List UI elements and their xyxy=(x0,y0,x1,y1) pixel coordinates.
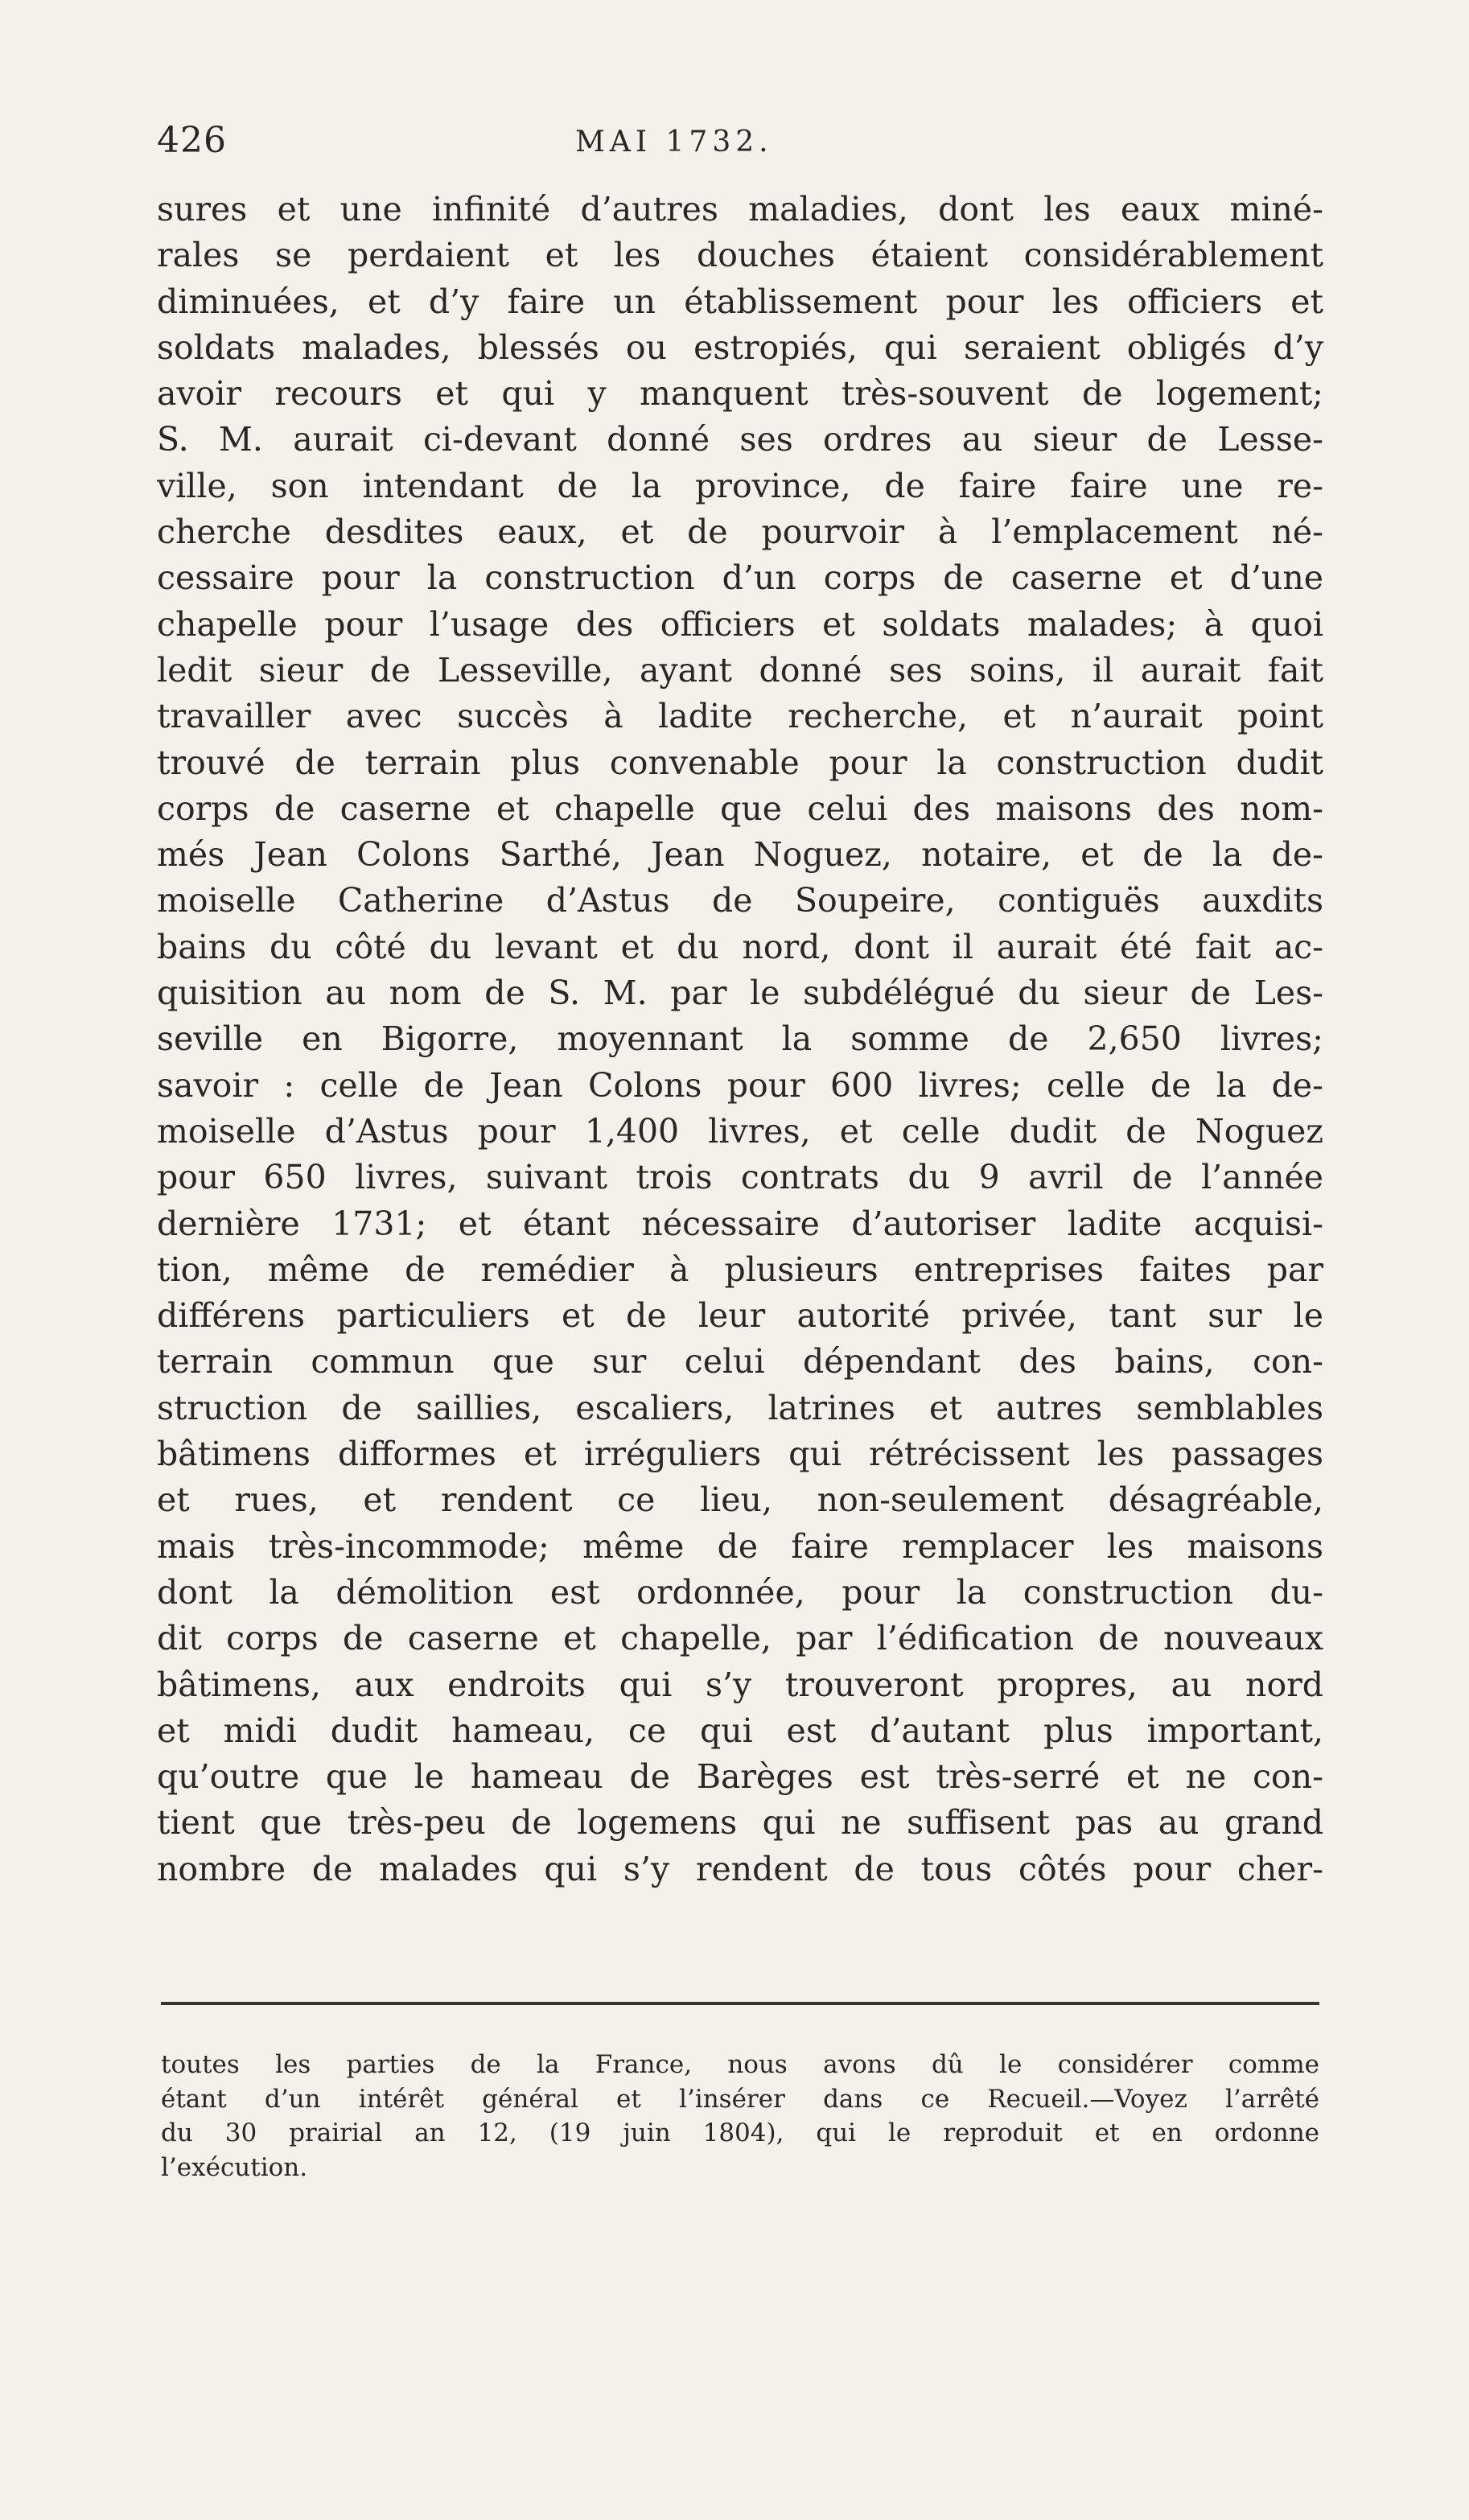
text-line: ledit sieur de Lesseville, ayant donné ses soins, il aurait fait xyxy=(157,650,1323,690)
text-line: dernière 1731; et étant nécessaire d’autoriser ladite acquisi- xyxy=(157,1204,1323,1243)
text-line: moiselle Catherine d’Astus de Soupeire, contiguës auxdits xyxy=(157,881,1323,920)
text-line: cherche desdites eaux, et de pourvoir à l’emplacement né- xyxy=(157,513,1323,552)
footnote-line: toutes les parties de la France, nous avons dû le considérer comme xyxy=(161,2050,1319,2079)
text-line: dont la démolition est ordonnée, pour la construction du- xyxy=(157,1572,1323,1612)
text-line: moiselle d’Astus pour 1,400 livres, et celle dudit de Noguez xyxy=(157,1111,1323,1151)
text-line: pour 650 livres, suivant trois contrats du 9 avril de l’année xyxy=(157,1158,1323,1197)
page-number: 426 xyxy=(157,120,227,161)
running-head: MAI 1732. xyxy=(575,126,773,159)
text-line: soldats malades, blessés ou estropiés, qui seraient obligés d’y xyxy=(157,327,1323,367)
text-line: diminuées, et d’y faire un établissement pour les officiers et xyxy=(157,282,1323,321)
text-line: nombre de malades qui s’y rendent de tous côtés pour cher- xyxy=(157,1849,1323,1888)
text-line: corps de caserne et chapelle que celui des maisons des nom- xyxy=(157,789,1323,828)
text-line: chapelle pour l’usage des officiers et soldats malades; à quoi xyxy=(157,604,1323,644)
main-text xyxy=(157,187,1323,1892)
text-line: cessaire pour la construction d’un corps de caserne et d’une xyxy=(157,558,1323,598)
footnote xyxy=(161,2048,1319,2184)
footnote-line: du 30 prairial an 12, (19 juin 1804), qui le reproduit et en ordonne xyxy=(161,2119,1319,2147)
text-line: trouvé de terrain plus convenable pour la construction dudit xyxy=(157,743,1323,782)
text-line: bâtimens difformes et irréguliers qui rétrécissent les passages xyxy=(157,1435,1323,1474)
text-line: més Jean Colons Sarthé, Jean Noguez, notaire, et de la de- xyxy=(157,835,1323,875)
text-line: dit corps de caserne et chapelle, par l’édification de nouveaux xyxy=(157,1619,1323,1658)
text-line: ville, son intendant de la province, de faire faire une re- xyxy=(157,466,1323,505)
text-line: tion, même de remédier à plusieurs entreprises faites par xyxy=(157,1250,1323,1289)
text-line: qu’outre que le hameau de Barèges est très-serré et ne con- xyxy=(157,1757,1323,1797)
footnote-line: étant d’un intérêt général et l’insérer dans ce Recueil.—Voyez l’arrêté xyxy=(161,2084,1319,2114)
text-line: struction de saillies, escaliers, latrines et autres semblables xyxy=(157,1388,1323,1427)
text-line: bâtimens, aux endroits qui s’y trouveront propres, au nord xyxy=(157,1665,1323,1704)
text-line: mais très-incommode; même de faire remplacer les maisons xyxy=(157,1526,1323,1566)
text-line: quisition au nom de S. M. par le subdélégué du sieur de Les- xyxy=(157,974,1323,1013)
text-line: travailler avec succès à ladite recherche, et n’aurait point xyxy=(157,697,1323,736)
text-line: rales se perdaient et les douches étaient considérablement xyxy=(157,236,1323,275)
text-line: terrain commun que sur celui dépendant des bains, con- xyxy=(157,1342,1323,1381)
text-line: et rues, et rendent ce lieu, non-seulement désagréable, xyxy=(157,1480,1323,1520)
text-line: et midi dudit hameau, ce qui est d’autant plus important, xyxy=(157,1711,1323,1750)
text-line: seville en Bigorre, moyennant la somme de 2,650 livres; xyxy=(157,1019,1323,1059)
text-line: tient que très-peu de logemens qui ne suffisent pas au grand xyxy=(157,1803,1323,1843)
text-line: S. M. aurait ci-devant donné ses ordres au sieur de Lesse- xyxy=(157,420,1323,459)
text-line: différens particuliers et de leur autorité privée, tant sur le xyxy=(157,1296,1323,1336)
footnote-line: l’exécution. xyxy=(161,2152,308,2182)
text-line: avoir recours et qui y manquent très-souvent de logement; xyxy=(157,374,1323,414)
footnote-divider xyxy=(161,2002,1319,2005)
text-line: savoir : celle de Jean Colons pour 600 livres; celle de la de- xyxy=(157,1065,1323,1105)
text-line: bains du côté du levant et du nord, dont il aurait été fait ac- xyxy=(157,927,1323,966)
text-line: sures et une infinité d’autres maladies, dont les eaux miné- xyxy=(157,190,1323,229)
page-header xyxy=(157,117,1323,173)
